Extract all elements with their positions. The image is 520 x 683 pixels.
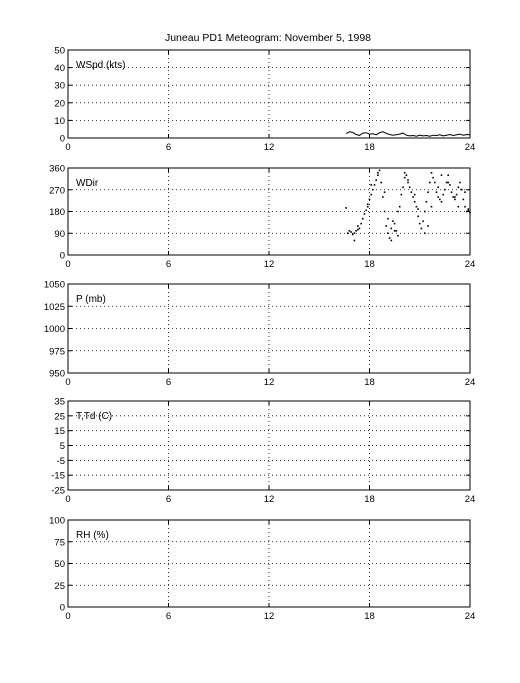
data-point [407, 182, 409, 184]
data-point [385, 225, 387, 227]
x-tick-label: 0 [65, 259, 71, 270]
data-point [414, 194, 416, 196]
y-tick-label: 20 [54, 98, 65, 110]
data-point [352, 234, 354, 236]
data-point [411, 191, 413, 193]
data-point [391, 228, 393, 230]
data-point [359, 228, 361, 230]
data-point [399, 206, 401, 208]
data-point [416, 206, 418, 208]
data-point [424, 211, 426, 213]
data-point [442, 194, 444, 196]
data-point [377, 174, 379, 176]
data-point [417, 216, 419, 218]
x-tick-label: 18 [364, 377, 375, 388]
x-tick-label: 18 [364, 259, 375, 270]
data-point [417, 208, 419, 210]
x-tick-label: 0 [65, 377, 71, 388]
data-point [380, 182, 382, 184]
x-tick-label: 0 [65, 494, 71, 505]
data-point [370, 194, 372, 196]
data-point [409, 187, 411, 189]
data-point [449, 184, 451, 186]
data-point [369, 199, 371, 201]
y-tick-label: 5 [59, 441, 65, 452]
data-point [377, 172, 379, 174]
data-point [444, 189, 446, 191]
data-point [407, 179, 409, 181]
data-point [387, 232, 389, 234]
data-point [397, 211, 399, 213]
y-tick-label: 75 [54, 537, 65, 549]
panel-wdir [49, 164, 475, 271]
x-tick-label: 12 [263, 494, 275, 505]
data-point [350, 231, 352, 233]
y-tick-label: 1025 [43, 301, 65, 313]
data-point [387, 218, 389, 220]
y-tick-label: -15 [51, 470, 65, 482]
data-point [396, 230, 398, 232]
data-point [384, 191, 386, 193]
data-point [463, 199, 465, 201]
y-tick-label: 0 [59, 250, 65, 262]
y-tick-label: -25 [51, 485, 65, 497]
x-tick-label: 6 [165, 611, 172, 622]
data-point [441, 174, 443, 176]
data-point [345, 207, 347, 209]
y-tick-label: 50 [54, 559, 65, 570]
data-point [466, 211, 468, 213]
data-point [397, 235, 399, 237]
data-point [452, 196, 454, 198]
data-point [370, 184, 372, 186]
y-tick-label: 90 [54, 228, 65, 240]
data-point [464, 206, 466, 208]
data-point [347, 232, 349, 234]
panel-label: P (mb) [76, 294, 106, 305]
y-tick-label: 270 [49, 185, 65, 197]
data-point [424, 232, 426, 234]
data-point [454, 199, 456, 201]
x-tick-label: 6 [165, 142, 172, 153]
data-point [434, 182, 436, 184]
data-point [468, 210, 470, 212]
data-point [402, 187, 404, 189]
data-point [389, 237, 391, 239]
data-point [372, 189, 374, 191]
data-point [446, 182, 448, 184]
data-point [404, 172, 406, 174]
y-tick-label: 25 [54, 580, 65, 592]
x-tick-label: 24 [464, 494, 476, 505]
panel-label: WSpd (kts) [76, 60, 126, 71]
data-point [394, 223, 396, 225]
panel-p-mb [44, 280, 475, 389]
y-tick-label: 50 [54, 45, 65, 57]
x-tick-label: 24 [464, 377, 476, 388]
data-point [437, 187, 439, 189]
x-tick-label: 6 [165, 259, 172, 270]
data-point [429, 182, 431, 184]
panel-rh [49, 516, 475, 623]
data-point [355, 230, 357, 232]
data-point [362, 218, 364, 220]
y-tick-label: 15 [54, 426, 65, 438]
panel-label: RH (%) [76, 530, 109, 541]
x-tick-label: 6 [165, 494, 172, 505]
x-tick-label: 18 [364, 494, 375, 505]
y-tick-label: -5 [56, 455, 65, 467]
data-point [349, 230, 351, 232]
data-point [451, 191, 453, 193]
data-point [384, 211, 386, 213]
data-point [427, 225, 429, 227]
x-tick-label: 24 [464, 259, 476, 270]
x-tick-label: 18 [364, 611, 375, 622]
y-tick-label: 360 [49, 163, 65, 175]
y-tick-label: 1000 [43, 324, 65, 335]
data-point [436, 191, 438, 193]
y-tick-label: 25 [54, 411, 65, 423]
data-point [458, 187, 460, 189]
y-tick-label: 0 [59, 602, 65, 614]
data-point [394, 230, 396, 232]
y-tick-label: 30 [54, 80, 65, 92]
data-point [391, 240, 393, 242]
data-point [357, 225, 359, 227]
data-point [354, 232, 356, 234]
data-point [421, 228, 423, 230]
data-point [414, 201, 416, 203]
x-tick-label: 12 [263, 377, 275, 388]
x-tick-label: 18 [364, 142, 375, 153]
data-point [447, 174, 449, 176]
y-tick-label: 950 [49, 368, 65, 380]
data-point [382, 196, 384, 198]
x-tick-label: 0 [65, 142, 71, 153]
x-tick-label: 24 [464, 611, 476, 622]
y-tick-label: 40 [54, 63, 65, 75]
data-point [365, 210, 367, 212]
x-tick-label: 24 [464, 142, 476, 153]
panel-label: T,Td (C) [76, 411, 113, 422]
x-tick-label: 6 [165, 377, 172, 388]
data-point [469, 212, 471, 214]
y-tick-label: 100 [49, 515, 65, 527]
chart-title: Juneau PD1 Meteogram: November 5, 1998 [164, 32, 372, 44]
data-point [459, 182, 461, 184]
data-point [392, 220, 394, 222]
data-point [357, 229, 359, 231]
data-point [441, 201, 443, 203]
x-tick-label: 0 [65, 611, 71, 622]
data-point [454, 196, 456, 198]
data-point [427, 191, 429, 193]
data-point [406, 174, 408, 176]
data-point [426, 201, 428, 203]
data-point [431, 172, 433, 174]
y-tick-label: 180 [49, 207, 65, 218]
data-point [364, 213, 366, 215]
data-point [461, 189, 463, 191]
data-point [354, 240, 356, 242]
x-tick-label: 12 [263, 611, 275, 622]
series-line [346, 132, 470, 137]
data-point [412, 196, 414, 198]
panel-t-td-c [51, 397, 475, 506]
data-point [437, 196, 439, 198]
data-point [456, 194, 458, 196]
data-point [367, 203, 369, 205]
data-point [404, 177, 406, 179]
y-tick-label: 35 [54, 396, 65, 408]
data-point [367, 206, 369, 208]
data-point [375, 179, 377, 181]
data-point [374, 184, 376, 186]
y-tick-label: 975 [49, 346, 65, 358]
data-point [360, 223, 362, 225]
x-tick-label: 12 [263, 259, 275, 270]
data-point [458, 206, 460, 208]
y-tick-label: 1050 [43, 279, 65, 291]
x-tick-label: 12 [263, 142, 275, 153]
panel-label: WDir [76, 178, 99, 189]
data-point [401, 194, 403, 196]
data-point [379, 170, 381, 172]
data-point [464, 191, 466, 193]
data-point [422, 220, 424, 222]
data-point [439, 199, 441, 201]
panel-wspd-kts [54, 46, 475, 154]
data-point [432, 177, 434, 179]
y-tick-label: 0 [59, 133, 65, 145]
data-point [419, 223, 421, 225]
y-tick-label: 10 [54, 115, 65, 127]
data-point [447, 182, 449, 184]
data-point [431, 206, 433, 208]
